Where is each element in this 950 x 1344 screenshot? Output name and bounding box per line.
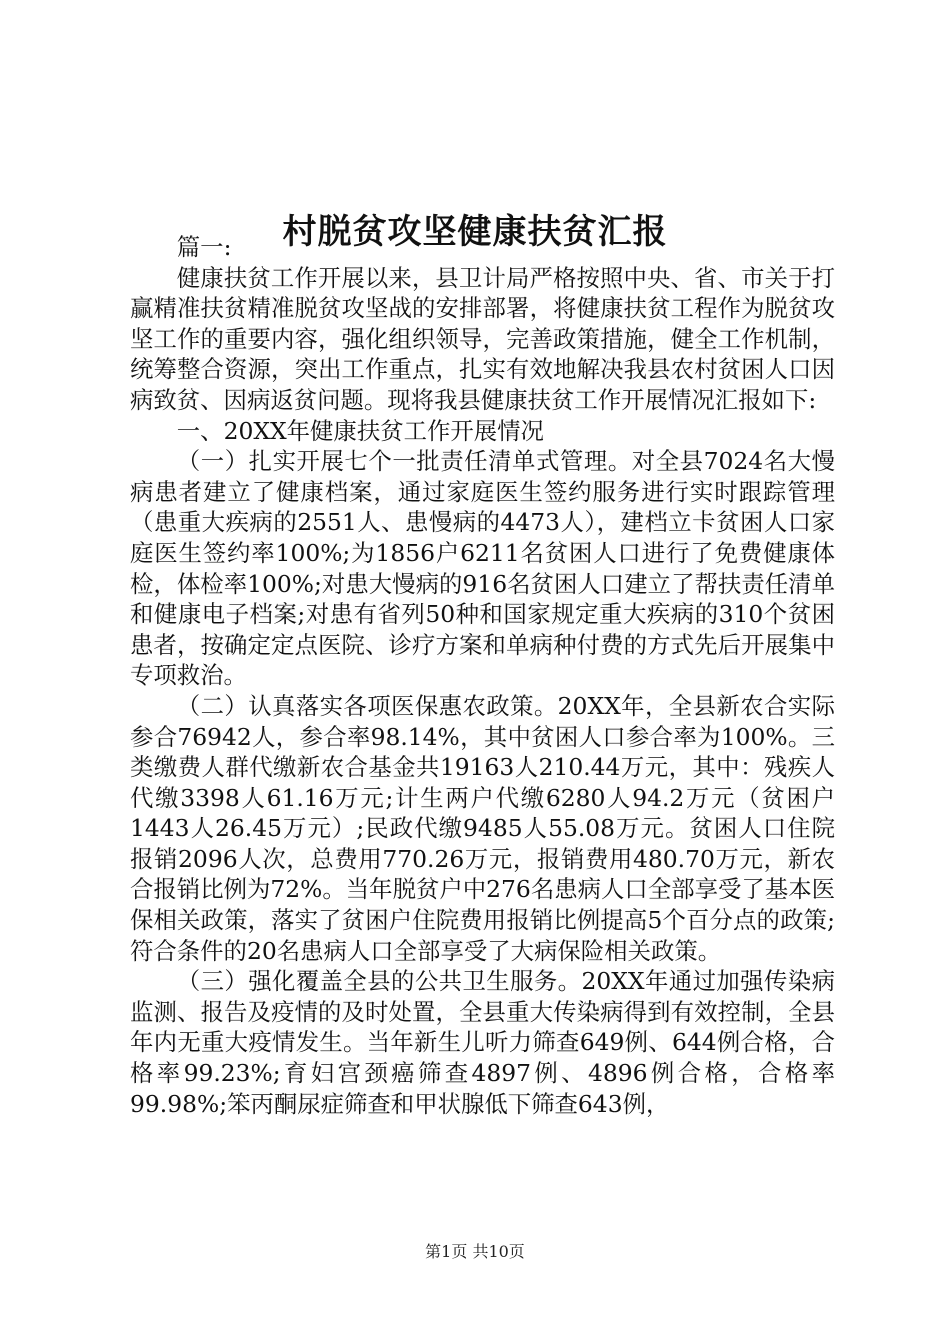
section-heading: 一、20XX年健康扶贫工作开展情况 (176, 416, 544, 445)
document-body (130, 232, 835, 1119)
paragraph-item-3: （三）强化覆盖全县的公共卫生服务。20XX年通过加强传染病监测、报告及疫情的及时处置，全县重大传染病得到有效控制，全县年内无重大疫情发生。当年新生儿听力筛查649例、644例合格，合格率99.23%;育妇宫颈癌筛查4897例、4896例合格，合格率99.98%;笨丙酮尿症筛查和甲状腺低下筛查643例， (130, 967, 835, 1118)
page-title: 村脱贫攻坚健康扶贫汇报 (282, 211, 668, 252)
section-label: 篇一: (176, 233, 232, 261)
page-number-footer: 第1页 共10页 (425, 1242, 525, 1261)
paragraph-item-1: （一）扎实开展七个一批责任清单式管理。对全县7024名大慢病患者建立了健康档案，通过家庭医生签约服务进行实时跟踪管理（患重大疾病的2551人、患慢病的4473人），建档立卡贫困人口家庭医生签约率100%;为1856户6211名贫困人口进行了免费健康体检，体检率100%;对患大慢病的916名贫困人口建立了帮扶责任清单和健康电子档案;对患有省列50种和国家规定重大疾病的310个贫困患者，按确定定点医院、诊疗方案和单病种付费的方式先后开展集中专项救治。 (130, 447, 835, 690)
paragraph-item-2: （二）认真落实各项医保惠农政策。20XX年，全县新农合实际参合76942人，参合率98.14%，其中贫困人口参合率为100%。三类缴费人群代缴新农合基金共19163人210.44万元，其中：残疾人代缴3398人61.16万元;计生两户代缴6280人94.2万元（贫困户1443人26.45万元）;民政代缴9485人55.08万元。贫困人口住院报销2096人次，总费用770.26万元，报销费用480.70万元，新农合报销比例为72%。当年脱贫户中276名患病人口全部享受了基本医保相关政策，落实了贫困户住院费用报销比例提高5个百分点的政策;符合条件的20名患病人口全部享受了大病保险相关政策。 (130, 691, 835, 965)
paragraph-intro: 健康扶贫工作开展以来，县卫计局严格按照中央、省、市关于打赢精准扶贫精准脱贫攻坚战的安排部署，将健康扶贫工程作为脱贫攻坚工作的重要内容，强化组织领导，完善政策措施，健全工作机制，统筹整合资源，突出工作重点，扎实有效地解决我县农村贫困人口因病致贫、因病返贫问题。现将我县健康扶贫工作开展情况汇报如下: (130, 263, 835, 414)
